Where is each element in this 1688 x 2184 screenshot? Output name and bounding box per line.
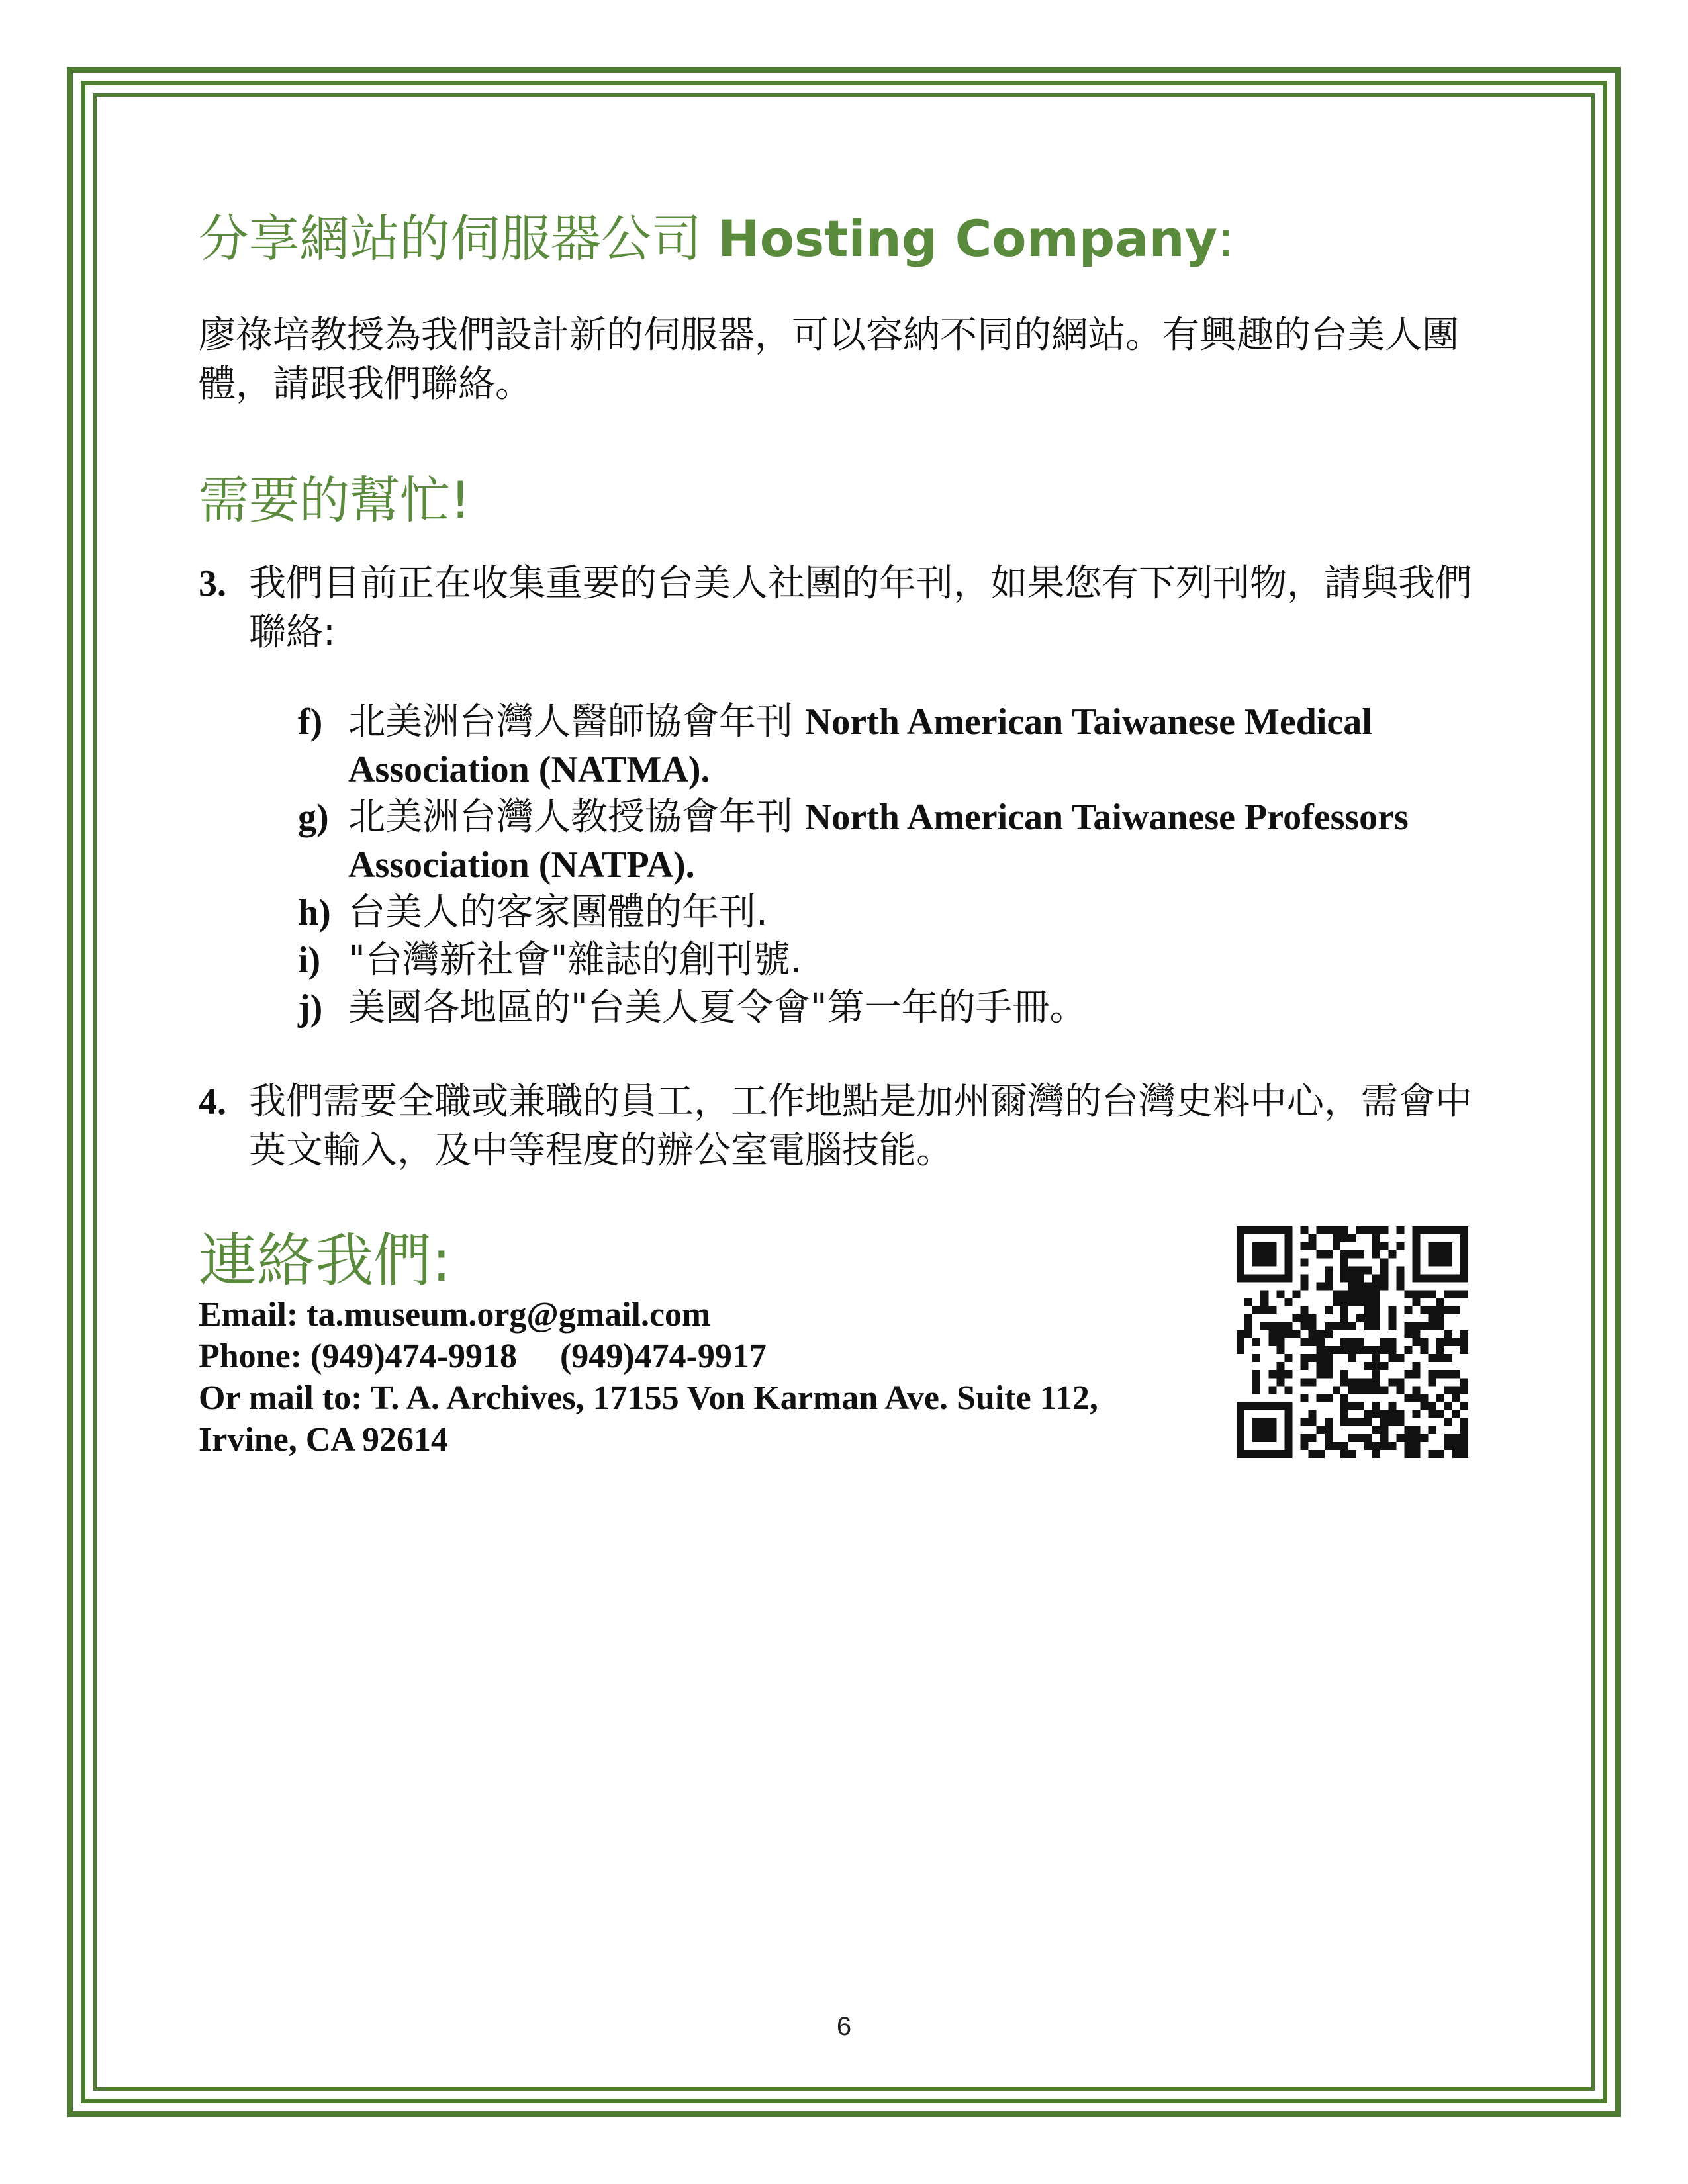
contact-email[interactable]: Email: ta.museum.org@gmail.com (199, 1296, 711, 1334)
annual-publications-list (298, 698, 1496, 1032)
list-item-label: f) (298, 702, 323, 743)
page-number: 6 (836, 2012, 852, 2041)
help-item-4-number: 4. (199, 1081, 226, 1122)
hosting-paragraph: 廖祿培教授為我們設計新的伺服器，可以容納不同的網站。有興趣的台美人團體，請跟我們聯絡。 (199, 314, 1459, 406)
list-item-label: i) (298, 940, 321, 981)
list-item (298, 794, 1496, 889)
help-item-4-text: 我們需要全職或兼職的員工，工作地點是加州爾灣的台灣史料中心，需會中英文輸入，及中等程度的辦公室電腦技能。 (249, 1080, 1472, 1172)
list-item (298, 936, 1496, 984)
list-item-label: g) (298, 797, 329, 838)
qr-code-icon (1237, 1226, 1468, 1458)
list-item-label: j) (298, 987, 323, 1028)
contact-mail-address-line1: Or mail to: T. A. Archives, 17155 Von Karman Ave. Suite 112, (199, 1379, 1098, 1417)
list-item-cn: 北美洲台灣人教授協會年刊 (348, 796, 805, 839)
contact-details (199, 1294, 1231, 1461)
hosting-heading-en: Hosting Company (718, 209, 1218, 268)
contact-mail-address-line2: Irvine, CA 92614 (199, 1421, 448, 1459)
list-item-cn: 台美人的客家團體的年刊. (348, 891, 768, 934)
list-item-en: North American Taiwanese Medical Association (NATMA). (348, 702, 1372, 790)
list-item-cn: 美國各地區的"台美人夏令會"第一年的手冊。 (348, 986, 1087, 1029)
list-item-en: North American Taiwanese Professors Association (NATPA). (348, 797, 1409, 886)
list-item-label: h) (298, 892, 331, 933)
contact-phone: Phone: (949)474-9918 (949)474-9917 (199, 1338, 767, 1375)
list-item-cn: "台灣新社會"雜誌的創刊號. (348, 938, 802, 981)
list-item-cn: 北美洲台灣人醫師協會年刊 (348, 700, 805, 743)
help-heading: 需要的幫忙! (199, 471, 471, 529)
list-item (298, 698, 1496, 794)
help-item-3-text: 我們目前正在收集重要的台美人社團的年刊，如果您有下列刊物，請與我們聯絡: (249, 562, 1472, 654)
hosting-heading-cn: 分享網站的伺服器公司 (199, 209, 718, 268)
hosting-heading-colon: : (1217, 209, 1235, 268)
list-item (298, 984, 1496, 1032)
help-item-3-number: 3. (199, 563, 226, 604)
hosting-heading (199, 199, 1235, 271)
contact-heading: 連絡我們: (199, 1226, 451, 1295)
list-item (298, 889, 1496, 936)
